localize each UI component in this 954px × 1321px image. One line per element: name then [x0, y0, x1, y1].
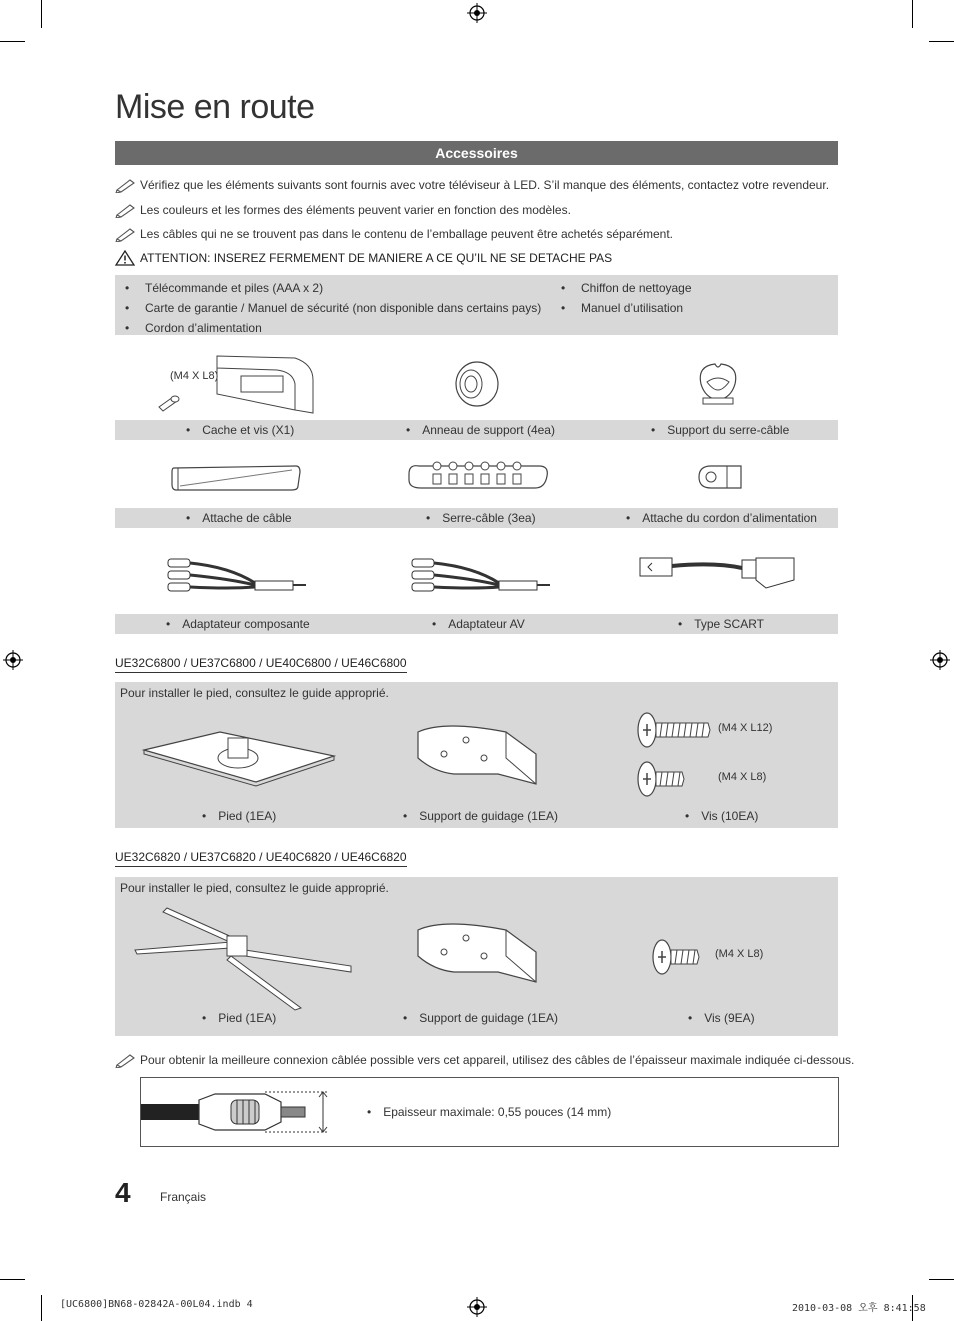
component-adapter-illustration: [160, 553, 310, 599]
stand-caption: • Support de guidage (1EA): [403, 806, 558, 826]
screw-size-label: (M4 X L8): [718, 771, 767, 783]
pencil-icon: [115, 226, 137, 242]
screw-l12-illustration: [636, 711, 712, 749]
crosshair-icon: [467, 1297, 487, 1317]
list-item: • Carte de garantie / Manuel de sécurité (non disponible dans certains pays): [125, 298, 541, 318]
guide-stand-illustration: [414, 718, 539, 786]
note-text: Vérifiez que les éléments suivants sont fournis avec votre téléviseur à LED. S’il manque des éléments, contactez votre revendeur.: [140, 178, 830, 192]
crop-mark: [41, 0, 42, 28]
stand-caption: • Pied (1EA): [202, 1008, 276, 1028]
note-line: [115, 226, 673, 242]
crosshair-icon: [930, 650, 950, 670]
cable-holder-illustration: [695, 360, 741, 408]
page-title: Mise en route: [115, 88, 315, 126]
accessory-caption: • Anneau de support (4ea): [406, 420, 555, 440]
accessory-caption: • Support du serre-câble: [651, 420, 789, 440]
screw-size-label: (M4 X L8): [715, 948, 764, 960]
scart-adapter-illustration: [634, 550, 800, 594]
warning-triangle-icon: [115, 250, 135, 266]
crop-mark: [929, 1279, 954, 1280]
crop-mark: [929, 41, 954, 42]
pencil-icon: [115, 177, 137, 193]
list-item: • Télécommande et piles (AAA x 2): [125, 278, 541, 298]
guide-stand-illustration: [414, 916, 539, 984]
screw-l8-illustration: [651, 938, 703, 976]
model-heading: UE32C6800 / UE37C6800 / UE40C6800 / UE46C6800: [115, 656, 407, 673]
list-item: • Chiffon de nettoyage: [561, 278, 692, 298]
stand-caption: • Support de guidage (1EA): [403, 1008, 558, 1028]
stand-caption: • Pied (1EA): [202, 806, 276, 826]
pencil-icon: [115, 202, 137, 218]
crop-mark: [41, 1295, 42, 1321]
page-number: 4: [115, 1177, 131, 1208]
list-item: • Cordon d’alimentation: [125, 318, 541, 338]
stand-caption: • Vis (9EA): [688, 1008, 755, 1028]
accessory-caption: • Type SCART: [678, 614, 764, 634]
list-item: • Manuel d’utilisation: [561, 298, 692, 318]
warning-line: [115, 250, 612, 266]
install-info: Pour installer le pied, consultez le guide approprié.: [120, 881, 389, 895]
screw-l8-illustration: [636, 760, 688, 798]
note-text: Les couleurs et les formes des éléments peuvent varier en fonction des modèles.: [140, 203, 571, 217]
note-line: [115, 177, 829, 193]
power-cord-clip-illustration: [697, 462, 745, 494]
cover-illustration: [155, 350, 320, 416]
holder-ring-illustration: [454, 360, 500, 408]
accessory-caption: • Attache du cordon d’alimentation: [626, 508, 817, 528]
stand-caption: • Vis (10EA): [685, 806, 758, 826]
crosshair-icon: [3, 650, 23, 670]
accessory-caption: • Adaptateur composante: [166, 614, 310, 634]
crop-mark: [0, 41, 25, 42]
cable-spec: • Epaisseur maximale: 0,55 pouces (14 mm): [367, 1102, 611, 1122]
accessory-caption: • Attache de câble: [186, 508, 292, 528]
av-adapter-illustration: [404, 553, 554, 599]
screw-size-label: (M4 X L8): [170, 370, 219, 382]
warning-text: ATTENTION: INSEREZ FERMEMENT DE MANIERE A CE QU’IL NE SE DETACHE PAS: [140, 251, 613, 265]
section-header: Accessoires: [115, 141, 838, 165]
accessory-caption: • Serre-câble (3ea): [426, 508, 536, 528]
screw-size-label: (M4 X L12): [718, 722, 773, 734]
crop-mark: [0, 1279, 25, 1280]
cable-thickness-box: [140, 1077, 839, 1147]
language-label: Français: [160, 1190, 207, 1204]
note-line: [115, 202, 571, 218]
accessory-caption: • Cache et vis (X1): [186, 420, 294, 440]
note-text: Les câbles qui ne se trouvent pas dans le contenu de l’emballage peuvent être achetés séparément.: [140, 227, 674, 241]
note-line: [115, 1052, 854, 1068]
stand-base-illustration: [133, 906, 355, 1012]
cable-plug-illustration: [141, 1088, 331, 1136]
cable-tie-illustration: [170, 462, 302, 492]
accessory-caption: • Adaptateur AV: [432, 614, 525, 634]
wire-holder-illustration: [405, 460, 551, 494]
crosshair-icon: [467, 3, 487, 23]
included-items-box: [115, 275, 838, 335]
pencil-icon: [115, 1052, 137, 1068]
print-file-label: [UC6800]BN68-02842A-00L04.indb 4: [60, 1299, 253, 1310]
stand-base-illustration: [140, 726, 340, 790]
print-date-label: 2010-03-08 오후 8:41:58: [792, 1303, 926, 1314]
crop-mark: [912, 0, 913, 28]
model-heading: UE32C6820 / UE37C6820 / UE40C6820 / UE46C6820: [115, 850, 407, 867]
install-info: Pour installer le pied, consultez le guide approprié.: [120, 686, 389, 700]
note-text: Pour obtenir la meilleure connexion câblée possible vers cet appareil, utilisez des câbles de l’épaisseur maximale indiquée ci-dessous.: [140, 1053, 855, 1067]
